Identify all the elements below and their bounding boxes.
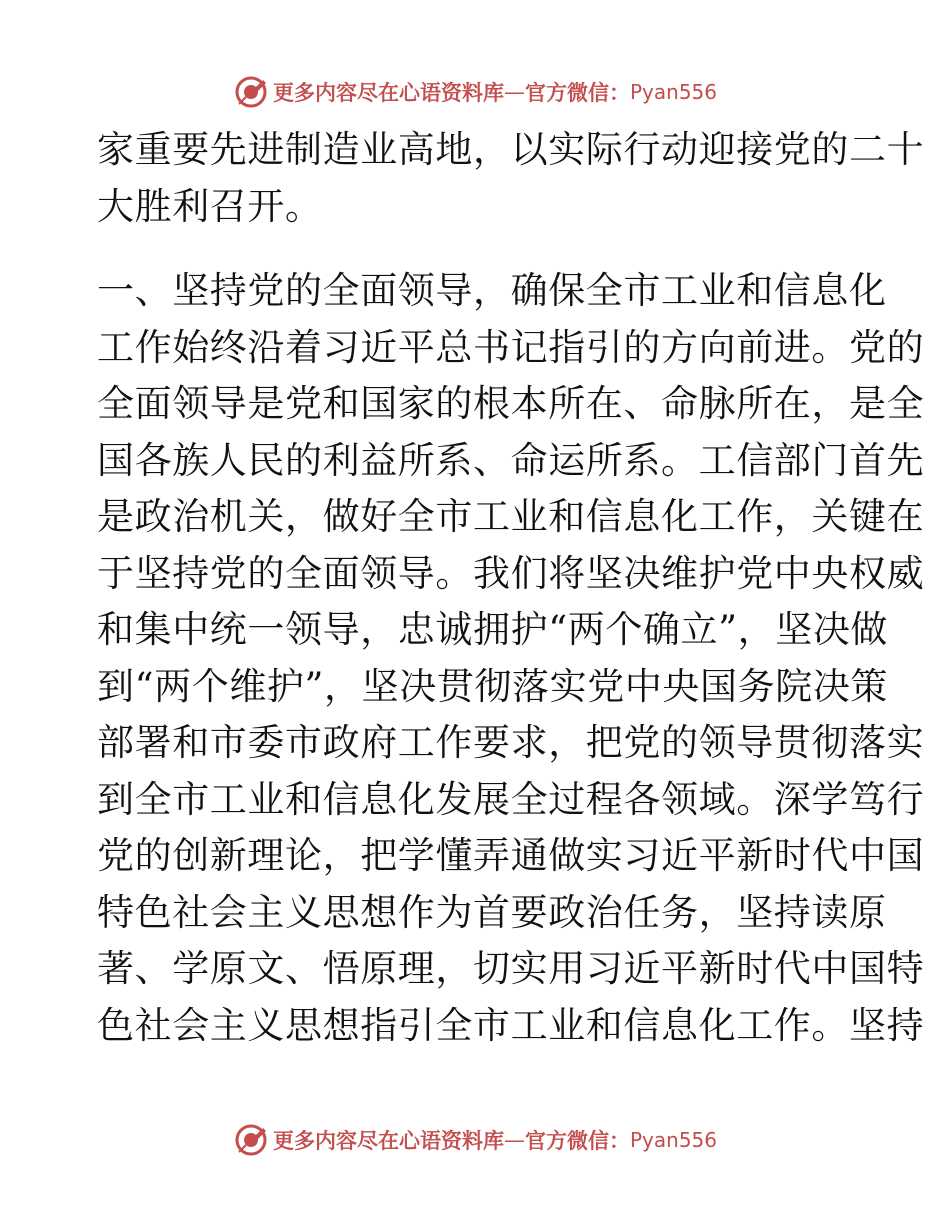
paragraph-gap: [97, 235, 857, 263]
text-line: 家重要先进制造业高地，以实际行动迎接党的二十: [97, 128, 925, 171]
footer-wechat-id: Pyan556: [629, 1128, 717, 1152]
header-wechat-id: Pyan556: [629, 80, 717, 104]
text-line: 著、学原文、悟原理，切实用习近平新时代中国特: [97, 947, 925, 990]
text-line: 是政治机关，做好全市工业和信息化工作，关键在: [97, 495, 925, 538]
text-line: 到“两个维护”，坚决贯彻落实党中央国务院决策: [97, 664, 889, 708]
text-line: 大胜利召开。: [97, 184, 323, 228]
header-separator: —: [503, 80, 525, 104]
text-line: 于坚持党的全面领导。我们将坚决维护党中央权威: [97, 551, 925, 595]
footer-site-text: 更多内容尽在心语资料库: [272, 1128, 504, 1153]
text-line: 全面领导是党和国家的根本所在、命脉所在，是全: [97, 382, 925, 425]
text-line: 部署和市委市政府工作要求，把党的领导贯彻落实: [97, 721, 925, 764]
text-line: 和集中统一领导，忠诚拥护“两个确立”，坚决做: [97, 608, 889, 651]
text-line: 到全市工业和信息化发展全过程各领域。深学笃行: [97, 777, 925, 821]
text-line: 一、坚持党的全面领导，确保全市工业和信息化: [97, 269, 887, 312]
paragraph-2: [97, 263, 925, 1054]
footer-official-label: 官方微信：: [524, 1128, 630, 1153]
document-body: [97, 122, 925, 1054]
text-line: 色社会主义思想指引全市工业和信息化工作。坚持: [97, 1003, 925, 1047]
paragraph-1: [97, 122, 925, 235]
text-line: 工作始终沿着习近平总书记指引的方向前进。党的: [97, 325, 925, 369]
pen-logo-icon: [233, 74, 269, 110]
text-line: 特色社会主义思想作为首要政治任务，坚持读原: [97, 890, 887, 934]
footer-separator: —: [503, 1128, 525, 1152]
header-banner: [0, 72, 950, 112]
text-line: 国各族人民的利益所系、命运所系。工信部门首先: [97, 438, 925, 482]
text-line: 党的创新理论，把学懂弄通做实习近平新时代中国: [97, 834, 925, 877]
footer-banner: [0, 1120, 950, 1160]
header-site-text: 更多内容尽在心语资料库: [272, 80, 504, 105]
header-official-label: 官方微信：: [524, 80, 630, 105]
pen-logo-icon: [233, 1122, 269, 1158]
